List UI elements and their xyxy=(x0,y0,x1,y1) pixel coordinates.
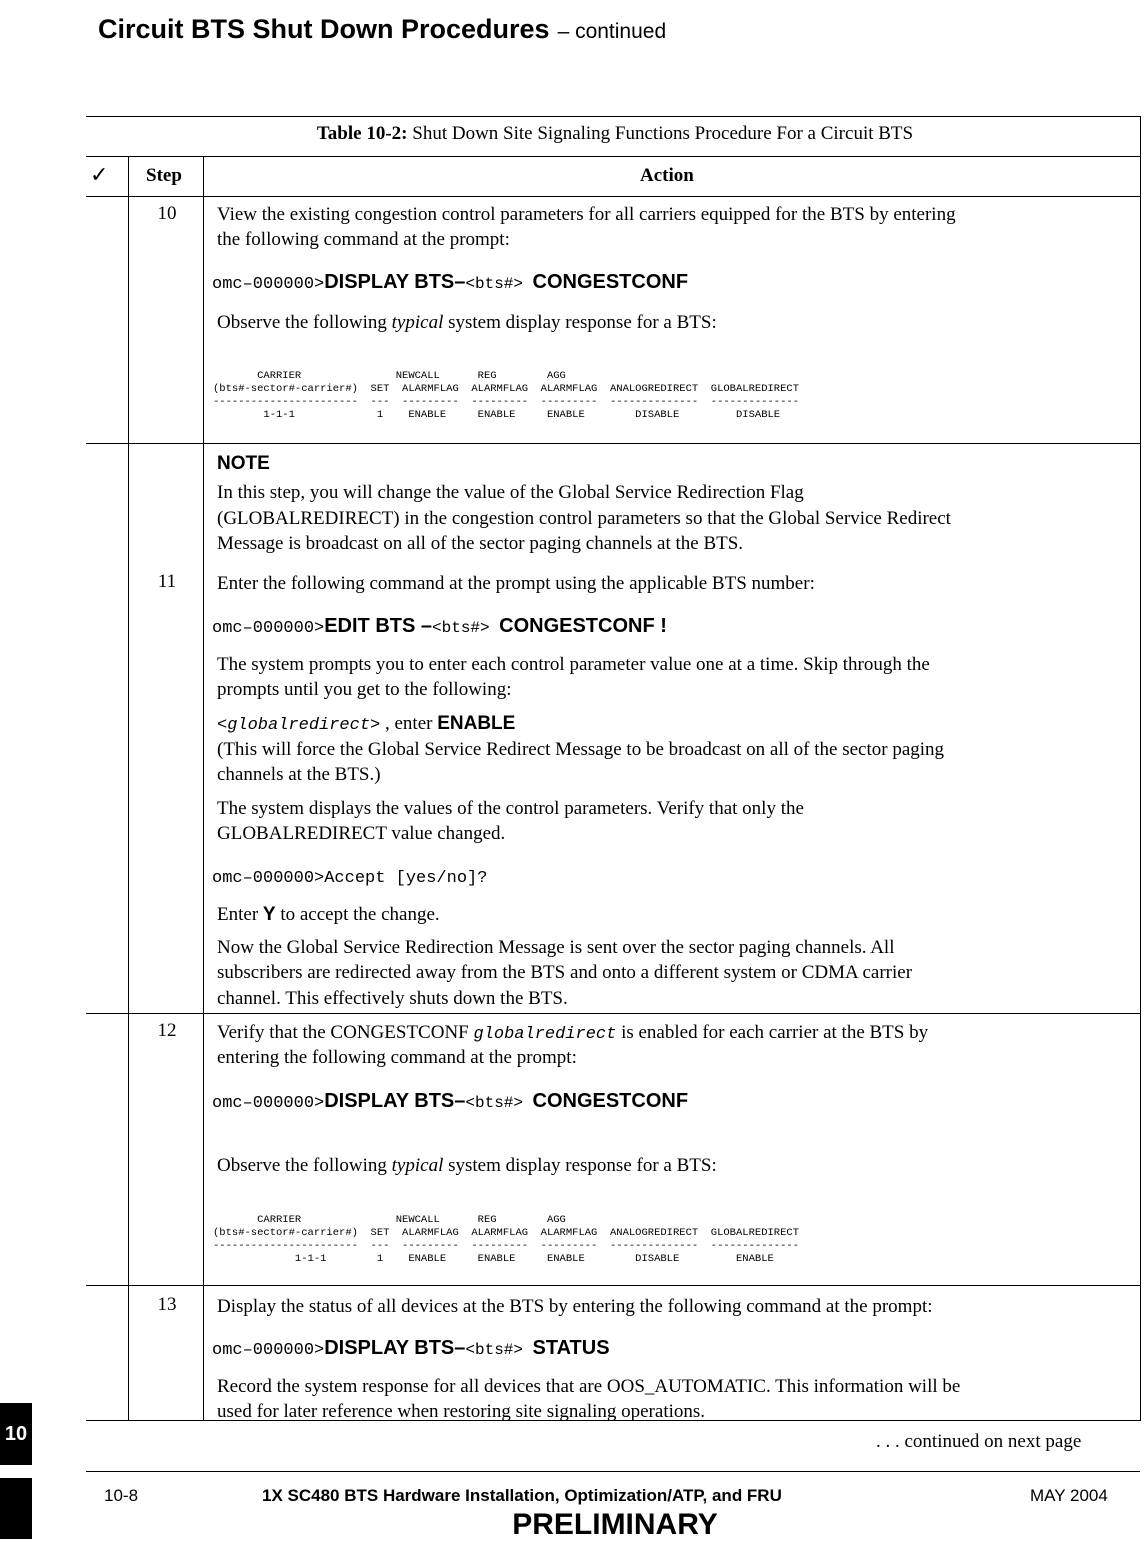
cmd-keyword: DISPLAY BTS– xyxy=(324,1090,466,1112)
cmd-variable: <bts#> xyxy=(465,1341,523,1359)
observe-post: system display response for a BTS: xyxy=(443,1155,717,1176)
enter-pre: Enter xyxy=(217,904,263,925)
step-col-divider xyxy=(203,156,204,1421)
header-rule xyxy=(86,196,1140,197)
chapter-tab xyxy=(0,1403,32,1465)
header-title-text: Circuit BTS Shut Down Procedures xyxy=(98,14,550,44)
step12-observe xyxy=(217,1153,717,1179)
l1-post: is enabled for each carrier at the BTS by xyxy=(616,1022,929,1043)
step10-line1: View the existing congestion control parameters for all carriers equipped for the BTS by entering xyxy=(217,204,956,225)
gr-enable: ENABLE xyxy=(437,713,516,734)
step11-values-line1: The system displays the values of the control parameters. Verify that only the xyxy=(217,798,804,819)
cmd-variable: <bts#> xyxy=(465,275,523,293)
cmd-variable: <bts#> xyxy=(432,619,490,637)
step12-line2: entering the following command at the prompt: xyxy=(217,1047,577,1068)
step-number-13: 13 xyxy=(157,1294,177,1315)
observe-pre: Observe the following xyxy=(217,1155,392,1176)
cmd-variable: <bts#> xyxy=(465,1094,523,1112)
step11-globalredirect-line xyxy=(217,711,515,739)
enter-post: to accept the change. xyxy=(275,904,440,925)
step11-prompts-line2: prompts until you get to the following: xyxy=(217,679,512,700)
table-caption-label: Table 10-2: xyxy=(316,123,408,144)
row-rule-12 xyxy=(86,1285,1140,1286)
step10-line2: the following command at the prompt: xyxy=(217,229,510,250)
cmd-prompt: omc–000000> xyxy=(212,1341,325,1360)
note-heading: NOTE xyxy=(217,453,270,474)
cmd-prompt: omc–000000> xyxy=(212,619,325,638)
check-col-divider xyxy=(128,156,129,1421)
step13-record-line2: used for later reference when restoring site signaling operations. xyxy=(217,1401,706,1422)
cmd-tail: CONGESTCONF ! xyxy=(499,615,667,637)
footer-page-number: 10-8 xyxy=(104,1486,139,1505)
cmd-keyword: DISPLAY BTS– xyxy=(324,1337,466,1359)
cmd-keyword: DISPLAY BTS– xyxy=(324,271,466,293)
step11-command xyxy=(212,615,667,638)
cmd-prompt: omc–000000> xyxy=(212,275,325,294)
step10-command xyxy=(212,271,688,294)
l1-pre: Verify that the CONGESTCONF xyxy=(217,1022,474,1043)
cmd-tail: CONGESTCONF xyxy=(532,271,689,293)
caption-rule xyxy=(86,156,1140,157)
step12-command xyxy=(212,1090,688,1113)
row-rule-10 xyxy=(86,443,1140,444)
checkmark-icon: ✓ xyxy=(90,162,109,187)
continued-next-page: . . . continued on next page xyxy=(876,1431,1082,1452)
cmd-tail: CONGESTCONF xyxy=(532,1090,689,1112)
note-line3: Message is broadcast on all of the sector paging channels at the BTS. xyxy=(217,533,744,554)
enter-y-key: Y xyxy=(262,904,276,925)
l1-var: globalredirect xyxy=(473,1025,617,1044)
gr-mid: , enter xyxy=(380,713,438,734)
step12-line1 xyxy=(217,1020,928,1048)
step11-accept-prompt: omc–000000>Accept [yes/no]? xyxy=(212,869,488,888)
footer-rule xyxy=(86,1471,1140,1472)
note-line1: In this step, you will change the value of the Global Service Redirection Flag xyxy=(217,482,804,503)
step11-prompts-line1: The system prompts you to enter each control parameter value one at a time. Skip through the xyxy=(217,654,930,675)
col-header-action: Action xyxy=(640,165,694,186)
cmd-keyword: EDIT BTS – xyxy=(324,615,433,637)
step11-force-line2: channels at the BTS.) xyxy=(217,764,381,785)
step11-values-line2: GLOBALREDIRECT value changed. xyxy=(217,823,506,844)
observe-em: typical xyxy=(391,1155,444,1176)
step11-now-line1: Now the Global Service Redirection Message is sent over the sector paging channels. All xyxy=(217,937,895,958)
step10-display-output: CARRIER NEWCALL REG AGG (bts#-sector#-carrier#) SET ALARMFLAG ALARMFLAG ALARMFLAG ANALOGREDIRECT GLOBALREDIRECT ----------------------- --- --------- --------- --------- -------------- -------------- 1-1-1 1 ENABLE ENABLE ENABLE DISABLE DISABLE xyxy=(213,370,799,421)
observe-pre: Observe the following xyxy=(217,312,392,333)
step13-record-line1: Record the system response for all devices that are OOS_AUTOMATIC. This information will be xyxy=(217,1376,961,1397)
page-header-title xyxy=(98,14,666,45)
cmd-prompt: omc–000000> xyxy=(212,1094,325,1113)
step11-enter-y xyxy=(217,902,440,928)
step-number-11: 11 xyxy=(157,571,177,592)
step-number-12: 12 xyxy=(157,1020,177,1041)
step13-command xyxy=(212,1337,610,1360)
step-number-10: 10 xyxy=(157,203,177,224)
footer-date: MAY 2004 xyxy=(1030,1486,1108,1505)
observe-post: system display response for a BTS: xyxy=(443,312,717,333)
step10-observe xyxy=(217,310,717,336)
step11-force-line1: (This will force the Global Service Redirect Message to be broadcast on all of the sector paging xyxy=(217,739,945,760)
table-caption xyxy=(0,121,1148,147)
table-caption-text: Shut Down Site Signaling Functions Procedure For a Circuit BTS xyxy=(412,123,914,144)
table-right-border xyxy=(1140,116,1141,1421)
globalredirect-var: <globalredirect> xyxy=(217,716,381,735)
col-header-step: Step xyxy=(146,165,182,186)
step11-enter-line: Enter the following command at the prompt using the applicable BTS number: xyxy=(217,573,815,594)
footer-doc-title: 1X SC480 BTS Hardware Installation, Optimization/ATP, and FRU xyxy=(262,1486,782,1505)
chapter-tab-label: 10 xyxy=(4,1423,28,1445)
preliminary-mark: PRELIMINARY xyxy=(512,1508,718,1541)
observe-em: typical xyxy=(391,312,444,333)
note-line2: (GLOBALREDIRECT) in the congestion control parameters so that the Global Service Redirect xyxy=(217,508,951,529)
step13-line1: Display the status of all devices at the BTS by entering the following command at the prompt: xyxy=(217,1296,933,1317)
row-rule-11 xyxy=(86,1013,1140,1014)
step12-display-output: CARRIER NEWCALL REG AGG (bts#-sector#-carrier#) SET ALARMFLAG ALARMFLAG ALARMFLAG ANALOGREDIRECT GLOBALREDIRECT ----------------------- --- --------- --------- --------- -------------- -------------- 1-1-1 1 ENABLE ENABLE ENABLE DISABLE ENABLE xyxy=(213,1214,799,1265)
step11-now-line3: channel. This effectively shuts down the BTS. xyxy=(217,988,568,1009)
table-top-rule xyxy=(86,116,1140,117)
header-continued: – continued xyxy=(557,20,667,43)
step11-now-line2: subscribers are redirected away from the BTS and onto a different system or CDMA carrier xyxy=(217,962,913,983)
cmd-tail: STATUS xyxy=(532,1337,610,1359)
